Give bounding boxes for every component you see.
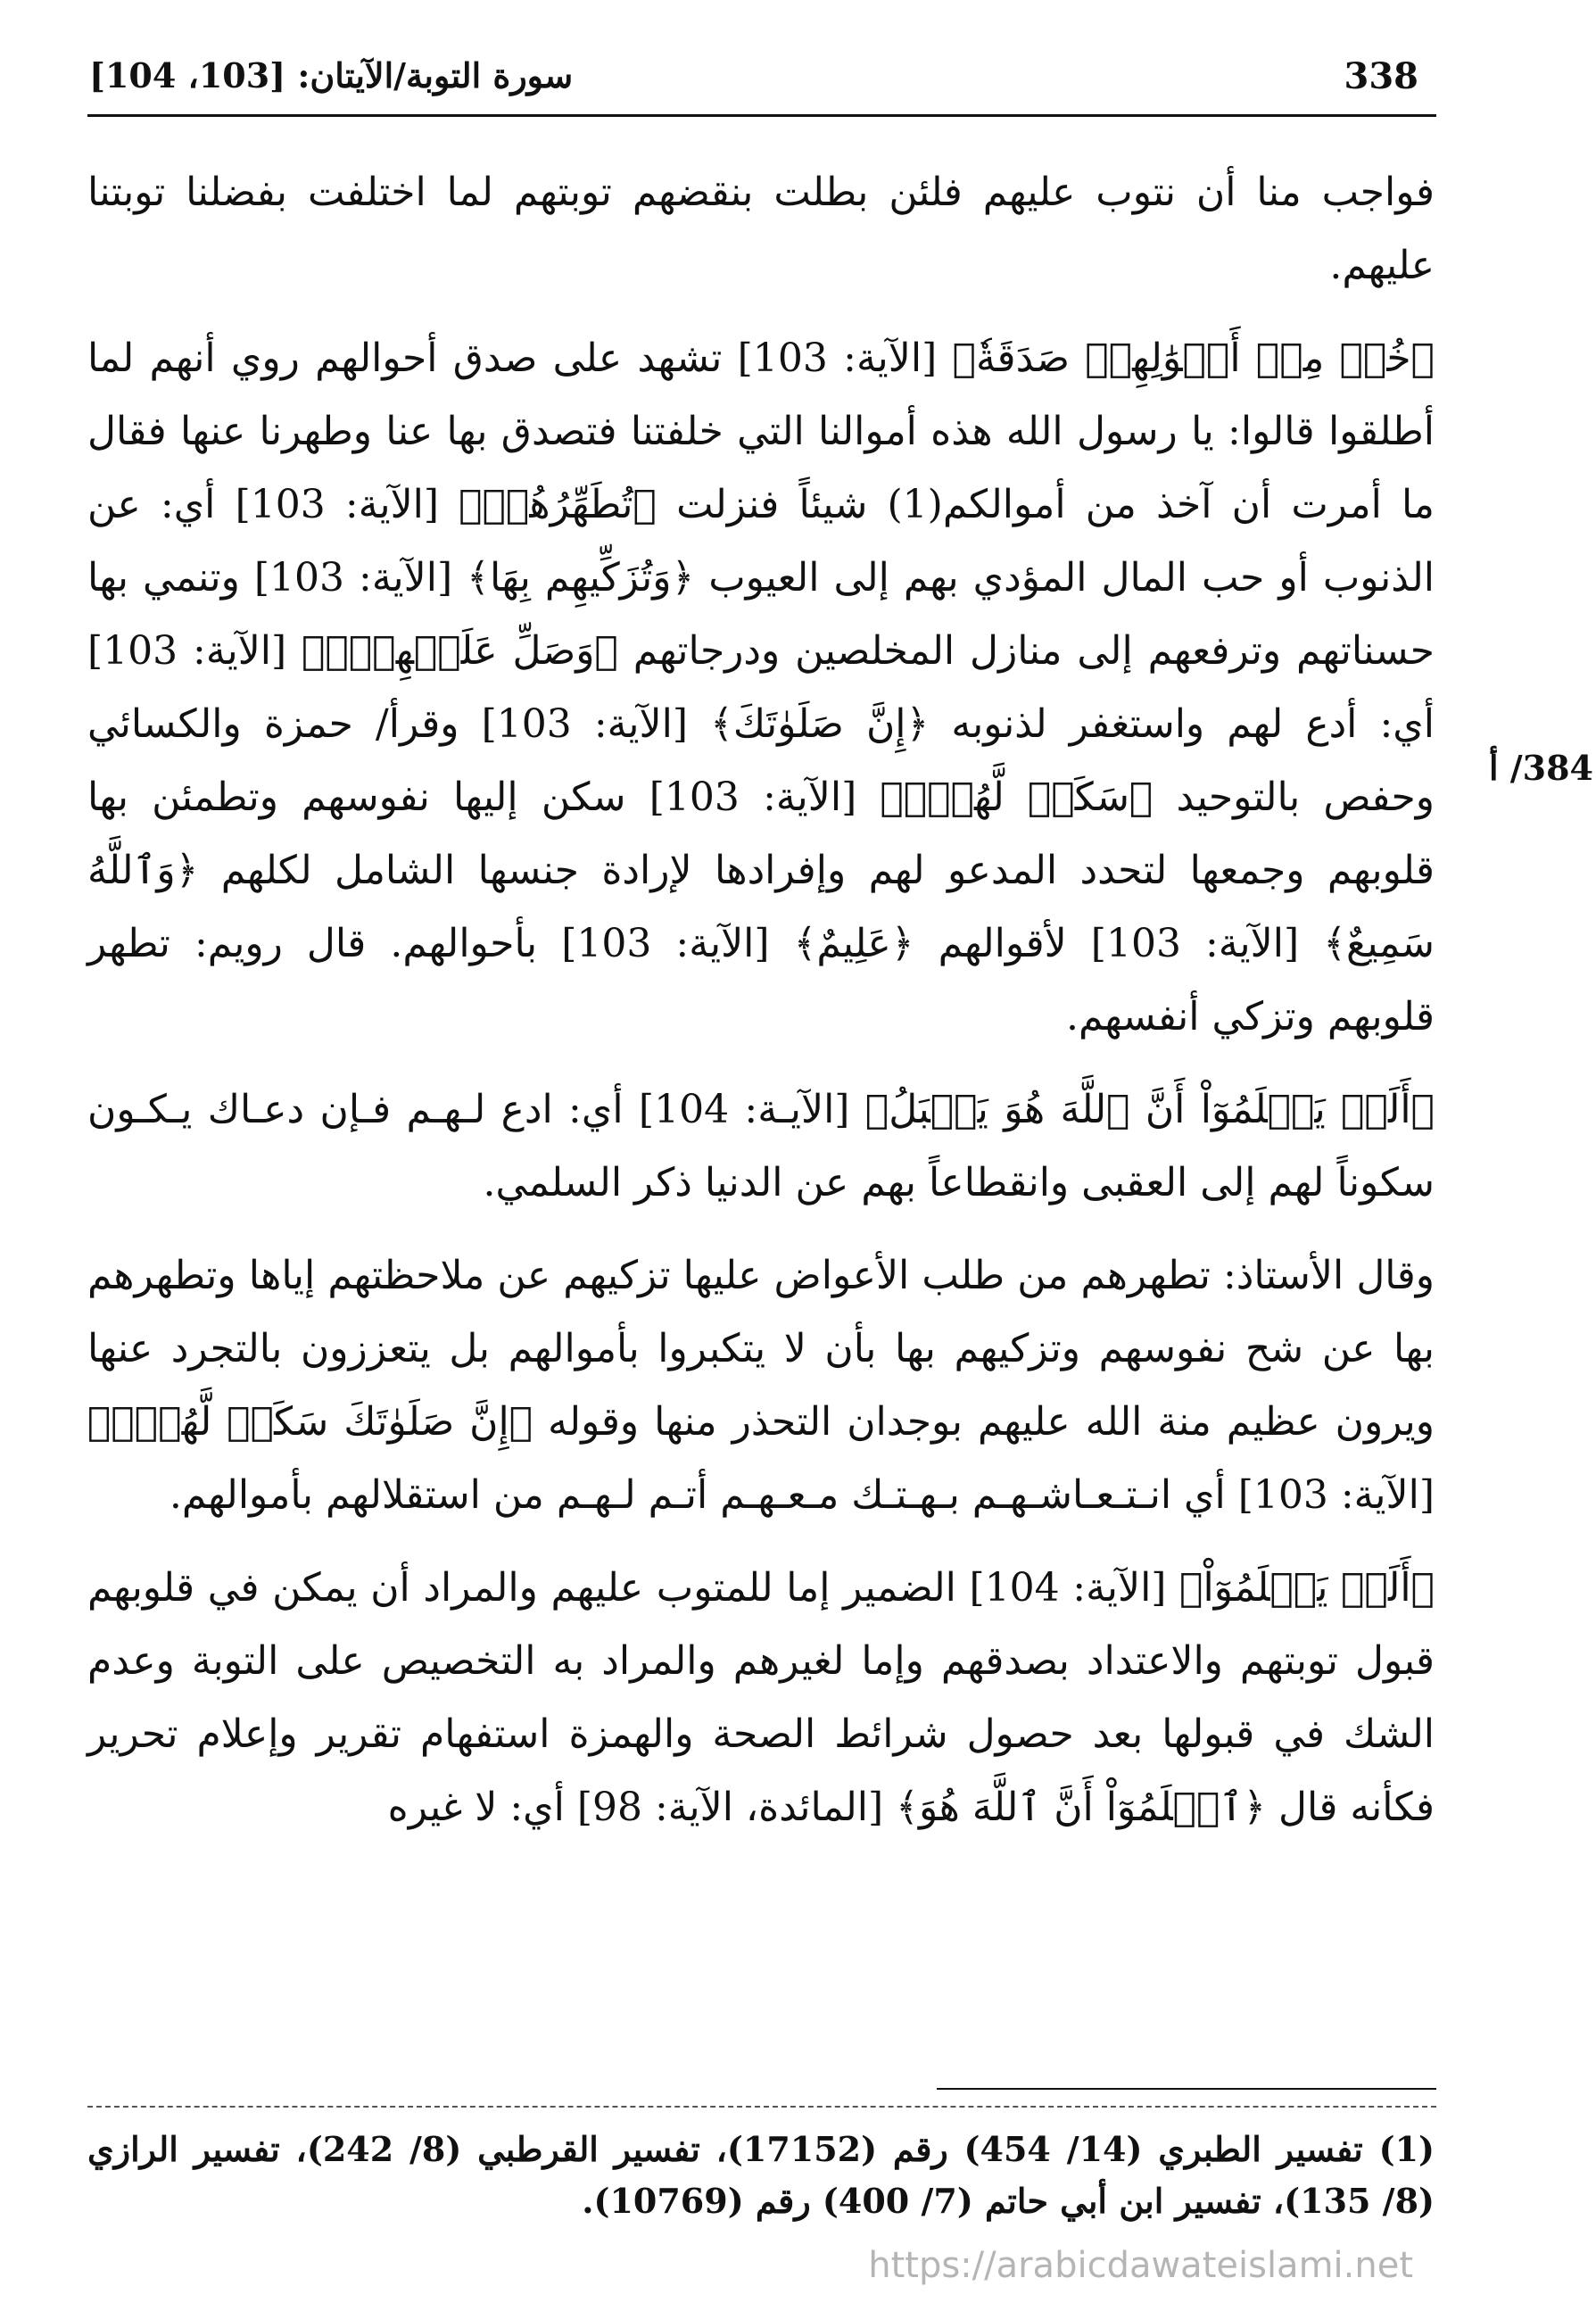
main-text (87, 156, 1435, 1864)
page-number: 338 (1344, 55, 1418, 97)
running-title: سورة التوبة/الآيتان: [103، 104] (89, 55, 574, 95)
paragraph-5: ﴿أَلَمۡ يَعۡلَمُوٓاْ﴾ [الآية: 104] الضمير إما للمتوب عليهم والمراد أن يمكن في قلوبهم قبول توبتهم والاعتداد بصدقهم وإما لغيرهم والمراد به التخصيص على التوبة وعدم الشك في قبولها بعد حصول شرائط الصحة والهمزة استفهام تقرير وإعلام تحرير فكأنه قال ﴿ٱعۡلَمُوٓاْ أَنَّ ٱللَّهَ هُوَ﴾ [المائدة، الآية: 98] أي: لا غيره (87, 1565, 1435, 1830)
manuscript-folio-note: 384/ أ (1489, 748, 1593, 788)
watermark-url: https://arabicdawateislami.net (868, 2245, 1413, 2286)
paragraph-3: ﴿أَلَمۡ يَعۡلَمُوٓاْ أَنَّ ٱللَّهَ هُوَ يَقۡبَلُ﴾ [الآيـة: 104] أي: ادع لـهـم فـإن دعـاك يـكـون سكوناً لهم إلى العقبى وانقطاعاً بهم عن الدنيا ذكر السلمي. (87, 1087, 1435, 1205)
header-rule (87, 114, 1436, 117)
footnote-separator (937, 2088, 1436, 2090)
footnote-1: (1) تفسير الطبري (14/ 454) رقم (17152)، تفسير القرطبي (8/ 242)، تفسير الرازي (8/ 135)، تفسير ابن أبي حاتم (7/ 400) رقم (10769). (87, 2129, 1435, 2221)
paragraph-1: فواجب منا أن نتوب عليهم فلئن بطلت بنقضهم توبتهم لما اختلفت بفضلنا توبتنا عليهم. (87, 170, 1435, 288)
paragraph-2: ﴿خُذۡ مِنۡ أَمۡوَٰلِهِمۡ صَدَقَةٗ﴾ [الآية: 103] تشهد على صدق أحوالهم روي أنهم لما أطلقوا قالوا: يا رسول الله هذه أموالنا التي خلفتنا فتصدق بها عنا وطهرنا عنها فقال ما أمرت أن آخذ من أموالكم(1) شيئاً فنزلت ﴿تُطَهِّرُهُمۡ﴾ [الآية: 103] أي: عن الذنوب أو حب المال المؤدي بهم إلى العيوب ﴿وَتُزَكِّيهِم بِهَا﴾ [الآية: 103] وتنمي بها حسناتهم وترفعهم إلى منازل المخلصين ودرجاتهم ﴿وَصَلِّ عَلَيۡهِمۡۖ﴾ [الآية: 103] أي: أدع لهم واستغفر لذنوبه ﴿إِنَّ صَلَوٰتَكَ﴾ [الآية: 103] وقرأ/ حمزة والكسائي وحفص بالتوحيد ﴿سَكَنٞ لَّهُمۡۗ﴾ [الآية: 103] سكن إليها نفوسهم وتطمئن بها قلوبهم وجمعها لتحدد المدعو لهم وإفرادها لإرادة جنسها الشامل لكلهم ﴿وَٱللَّهُ سَمِيعٌ﴾ [الآية: 103] لأقوالهم ﴿عَلِيمٌ﴾ [الآية: 103] بأحوالهم. قال رويم: تطهر قلوبهم وتزكي أنفسهم. (87, 335, 1435, 1040)
paragraph-4: وقال الأستاذ: تطهرهم من طلب الأعواض عليها تزكيهم عن ملاحظتهم إياها وتطهرهم بها عن شح نفوسهم وتزكيهم بها بأن لا يتكبروا بأموالهم بل يتعززون بالتجرد عنها ويرون عظيم منة الله عليهم بوجدان التحذر منها وقوله ﴿إِنَّ صَلَوٰتَكَ سَكَنٞ لَّهُمۡۗ﴾ [الآية: 103] أي انـتـعـاشـهـم بـهـتـك مـعـهـم أتـم لـهـم من استقلالهم بأموالهم. (87, 1253, 1435, 1518)
page-header (89, 55, 1427, 109)
footnote-dashed-rule (87, 2106, 1436, 2108)
